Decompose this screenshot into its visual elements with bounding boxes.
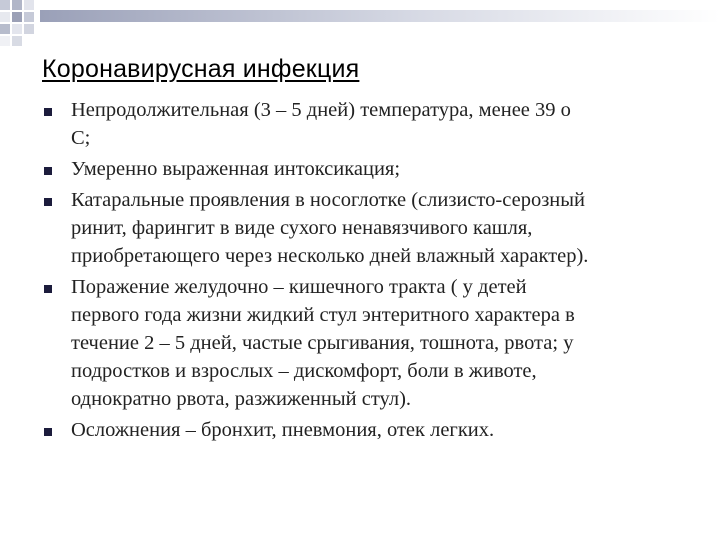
list-item-text: Непродолжительная (3 – 5 дней) температура, менее 39 о С; [71, 99, 571, 149]
list-item-text: Умеренно выраженная интоксикация; [71, 158, 401, 180]
header-decoration [0, 0, 720, 50]
list-item [40, 186, 690, 270]
list-item-text: Осложнения – бронхит, пневмония, отек легких. [71, 419, 495, 441]
square-bullet-icon [44, 285, 52, 293]
list-item [40, 416, 690, 444]
list-item-text: Катаральные проявления в носоглотке (слизисто-серозный ринит, фарингит в виде сухого ненавязчивого кашля, приобретающего через несколько дней влажный характер). [71, 189, 589, 267]
list-item [40, 96, 690, 152]
square-bullet-icon [44, 428, 52, 436]
list-item-text: Поражение желудочно – кишечного тракта ( у детей первого года жизни жидкий стул энтеритного характера в течение 2 – 5 дней, частые срыгивания, тошнота, рвота; у подростков и взрослых – дискомфорт, боли в животе, однократно рвота, разжиженный стул). [71, 276, 575, 410]
list-item [40, 155, 690, 183]
list-item [40, 273, 690, 413]
slide-title: Коронавирусная инфекция [42, 55, 360, 83]
square-bullet-icon [44, 198, 52, 206]
square-bullet-icon [44, 108, 52, 116]
square-bullet-icon [44, 167, 52, 175]
bullet-list [40, 96, 690, 447]
